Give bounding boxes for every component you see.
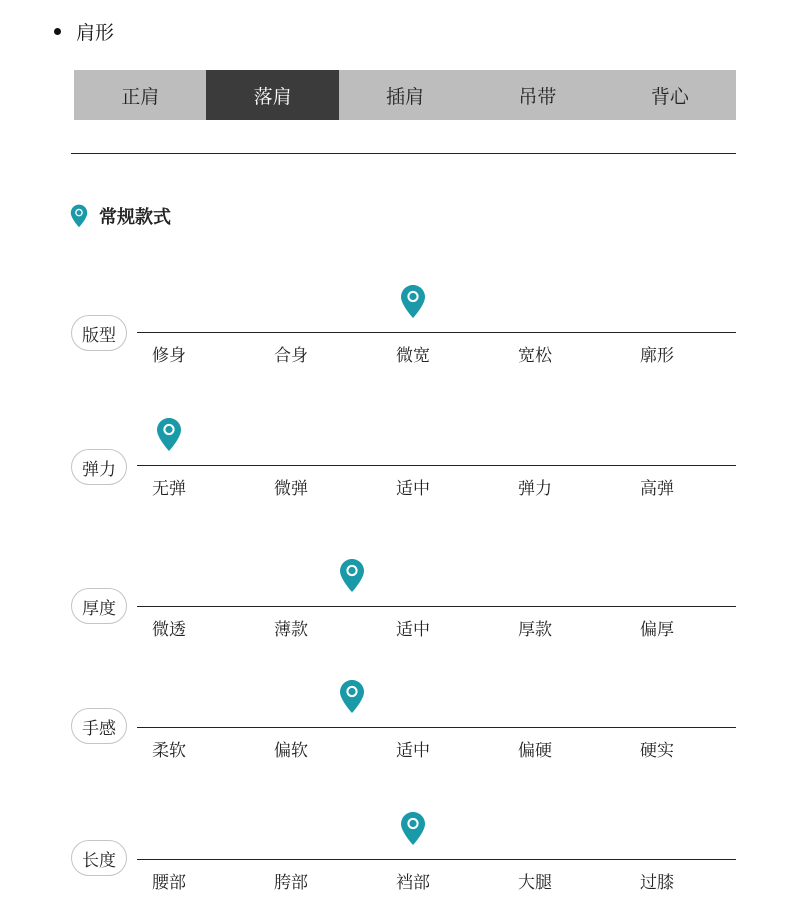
- attribute-option: 厚款: [518, 620, 552, 640]
- attribute-scale-line: [137, 859, 736, 860]
- attribute-option: 微宽: [396, 346, 430, 366]
- location-pin-icon: [70, 204, 88, 228]
- attribute-row: [0, 420, 790, 510]
- attribute-option: 高弹: [640, 479, 674, 499]
- attribute-marker-pin-icon: [339, 558, 365, 593]
- attribute-option: 过膝: [640, 873, 674, 893]
- attribute-row: [0, 815, 790, 905]
- shoulder-tab-3[interactable]: 吊带: [518, 85, 557, 108]
- shoulder-tab-4[interactable]: 背心: [650, 85, 689, 108]
- attribute-option: 微弹: [274, 479, 308, 499]
- section-title: 肩形: [76, 22, 115, 44]
- attribute-option: 腰部: [152, 873, 186, 893]
- attribute-option: 适中: [396, 620, 430, 640]
- attribute-scale-line: [137, 727, 736, 728]
- attribute-marker-pin-icon: [156, 417, 182, 452]
- section-bullet: [54, 28, 61, 35]
- attribute-option: 修身: [152, 346, 186, 366]
- attribute-marker-pin-icon: [339, 679, 365, 714]
- attribute-marker-pin-icon: [400, 811, 426, 846]
- attribute-option: 弹力: [518, 479, 552, 499]
- shoulder-tab-2[interactable]: 插肩: [386, 85, 425, 108]
- attribute-option: 廓形: [640, 346, 674, 366]
- attribute-option: 适中: [396, 741, 430, 761]
- attribute-option: 偏硬: [518, 741, 552, 761]
- shoulder-tab-1[interactable]: 落肩: [206, 70, 338, 120]
- attribute-row: [0, 558, 790, 648]
- attribute-option: 偏厚: [640, 620, 674, 640]
- attribute-option: 偏软: [274, 741, 308, 761]
- attribute-option: 柔软: [152, 741, 186, 761]
- attribute-option: 薄款: [274, 620, 308, 640]
- attribute-option: 微透: [152, 620, 186, 640]
- attribute-scale-line: [137, 332, 736, 333]
- attribute-label: 厚度: [71, 588, 127, 624]
- attribute-marker-pin-icon: [400, 284, 426, 319]
- attribute-option: 胯部: [274, 873, 308, 893]
- attribute-option: 合身: [274, 346, 308, 366]
- attribute-option: 适中: [396, 479, 430, 499]
- style-heading-text: 常规款式: [99, 207, 171, 228]
- shoulder-type-bar: [74, 70, 736, 120]
- attribute-label: 版型: [71, 315, 127, 351]
- attribute-label: 弹力: [71, 449, 127, 485]
- attribute-option: 硬实: [640, 741, 674, 761]
- attribute-scale-line: [137, 606, 736, 607]
- section-divider: [71, 153, 736, 154]
- attribute-option: 无弹: [152, 479, 186, 499]
- attribute-label: 长度: [71, 840, 127, 876]
- shoulder-tab-0[interactable]: 正肩: [121, 85, 160, 108]
- attribute-option: 宽松: [518, 346, 552, 366]
- attribute-label: 手感: [71, 708, 127, 744]
- style-heading: [70, 203, 171, 229]
- attribute-row: [0, 287, 790, 377]
- attribute-scale-line: [137, 465, 736, 466]
- attribute-option: 裆部: [396, 873, 430, 893]
- attribute-option: 大腿: [518, 873, 552, 893]
- attribute-row: [0, 683, 790, 773]
